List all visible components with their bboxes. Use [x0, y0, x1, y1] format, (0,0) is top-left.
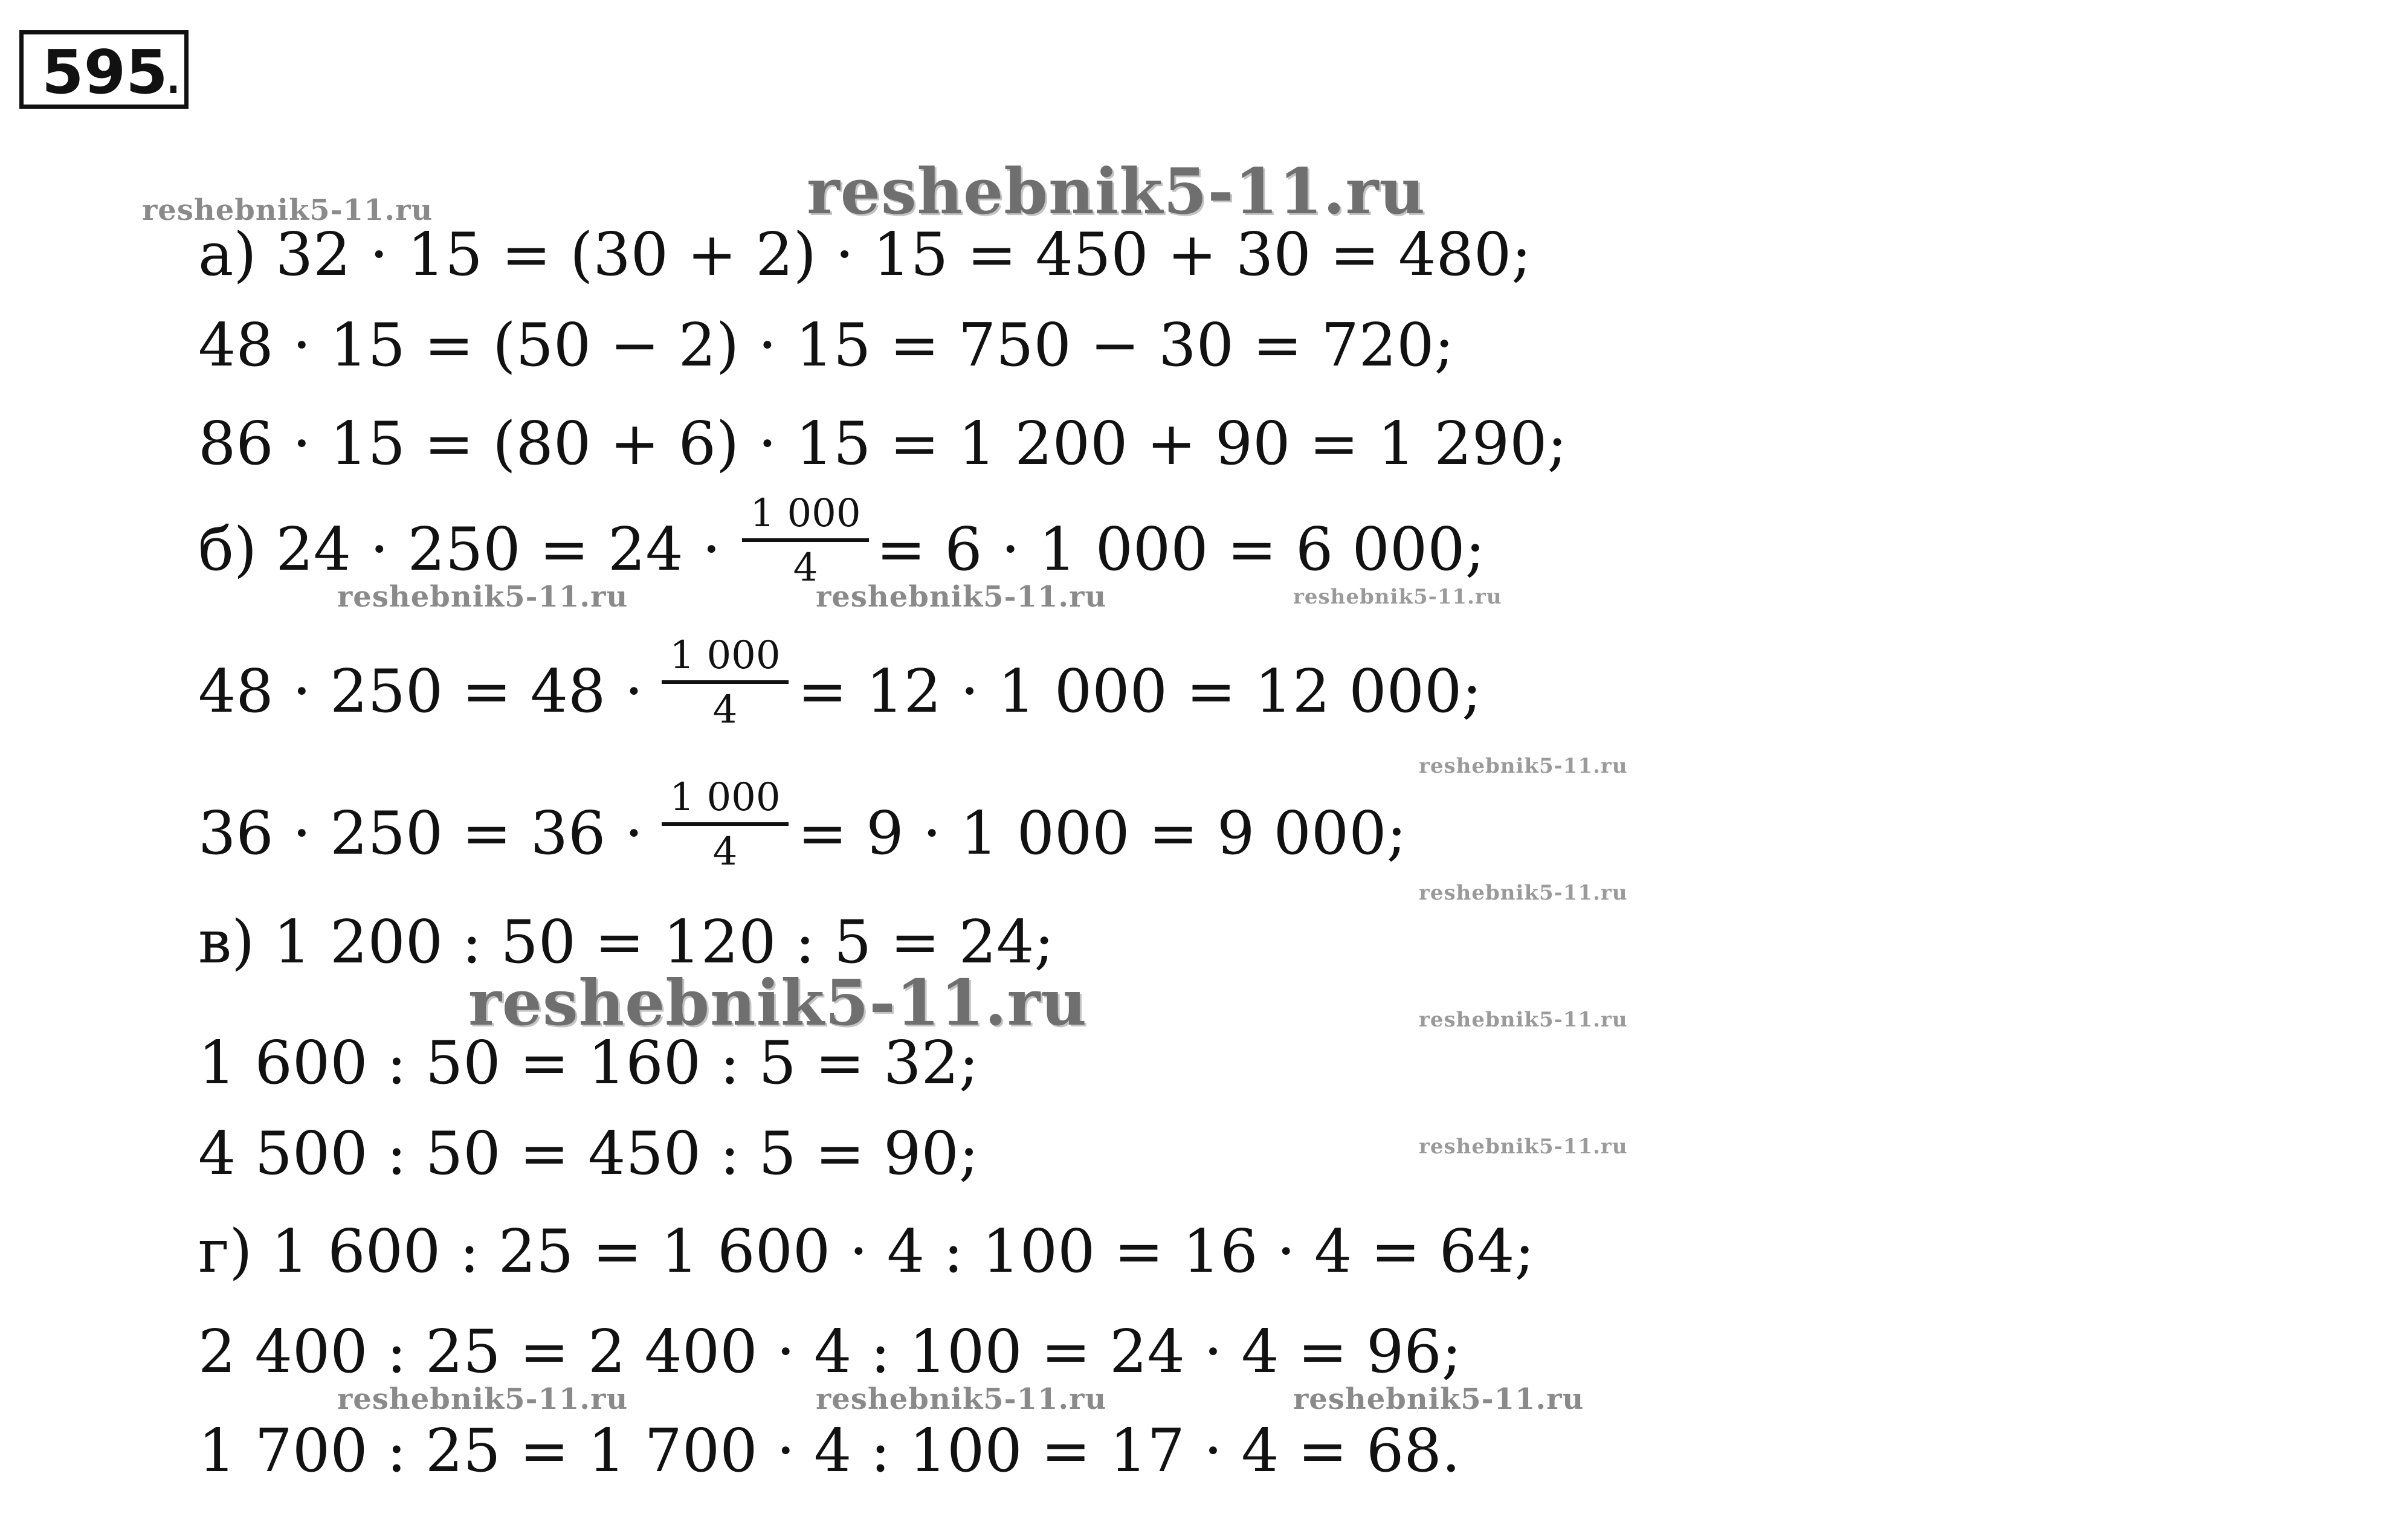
fraction-numerator: 1 000 [662, 776, 789, 826]
fraction-denominator: 4 [712, 829, 738, 874]
fraction-numerator: 1 000 [742, 492, 869, 542]
watermark: reshebnik5-11.ru [816, 580, 1107, 614]
watermark: reshebnik5-11.ru [337, 580, 628, 614]
equation-b-1-left: б) 24 · 250 = 24 · [198, 515, 721, 584]
equation-b-1-right: = 6 · 1 000 = 6 000; [876, 515, 1485, 584]
watermark: reshebnik5-11.ru [1419, 754, 1628, 778]
watermark: reshebnik5-11.ru [142, 193, 433, 227]
equation-v-3: 4 500 : 50 = 450 : 5 = 90; [198, 1119, 979, 1188]
problem-number: 595 [42, 37, 168, 108]
equation-v-1: в) 1 200 : 50 = 120 : 5 = 24; [198, 908, 1054, 977]
fraction-numerator: 1 000 [662, 634, 789, 684]
equation-g-2: 2 400 : 25 = 2 400 · 4 : 100 = 24 · 4 = 96; [198, 1318, 1462, 1387]
equation-a-1: а) 32 · 15 = (30 + 2) · 15 = 450 + 30 = 480; [198, 221, 1532, 289]
problem-number-dot: . [164, 37, 183, 108]
equation-b-2-right: = 12 · 1 000 = 12 000; [798, 657, 1482, 726]
equation-a-3: 86 · 15 = (80 + 6) · 15 = 1 200 + 90 = 1 290; [198, 410, 1567, 478]
watermark: reshebnik5-11.ru [807, 154, 1426, 228]
equation-a-2: 48 · 15 = (50 − 2) · 15 = 750 − 30 = 720; [198, 311, 1454, 380]
fraction-b-2 [662, 634, 789, 731]
fraction-denominator: 4 [793, 546, 818, 590]
watermark: reshebnik5-11.ru [468, 965, 1088, 1040]
fraction-b-3 [662, 776, 789, 873]
equation-g-1: г) 1 600 : 25 = 1 600 · 4 : 100 = 16 · 4 = 64; [198, 1217, 1535, 1286]
watermark: reshebnik5-11.ru [1419, 881, 1628, 905]
equation-v-2: 1 600 : 50 = 160 : 5 = 32; [198, 1029, 979, 1098]
watermark: reshebnik5-11.ru [1293, 585, 1502, 609]
equation-b-3-left: 36 · 250 = 36 · [198, 799, 644, 868]
fraction-b-1 [742, 492, 869, 589]
fraction-denominator: 4 [712, 688, 738, 732]
watermark: reshebnik5-11.ru [816, 1382, 1107, 1416]
equation-g-3: 1 700 : 25 = 1 700 · 4 : 100 = 17 · 4 = 68. [198, 1417, 1461, 1486]
problem-number-box [19, 30, 189, 109]
equation-b-2-left: 48 · 250 = 48 · [198, 657, 644, 726]
watermark: reshebnik5-11.ru [1419, 1135, 1628, 1159]
watermark: reshebnik5-11.ru [1419, 1008, 1628, 1032]
watermark: reshebnik5-11.ru [337, 1382, 628, 1416]
watermark: reshebnik5-11.ru [1293, 1382, 1584, 1416]
equation-b-3-right: = 9 · 1 000 = 9 000; [798, 799, 1407, 868]
